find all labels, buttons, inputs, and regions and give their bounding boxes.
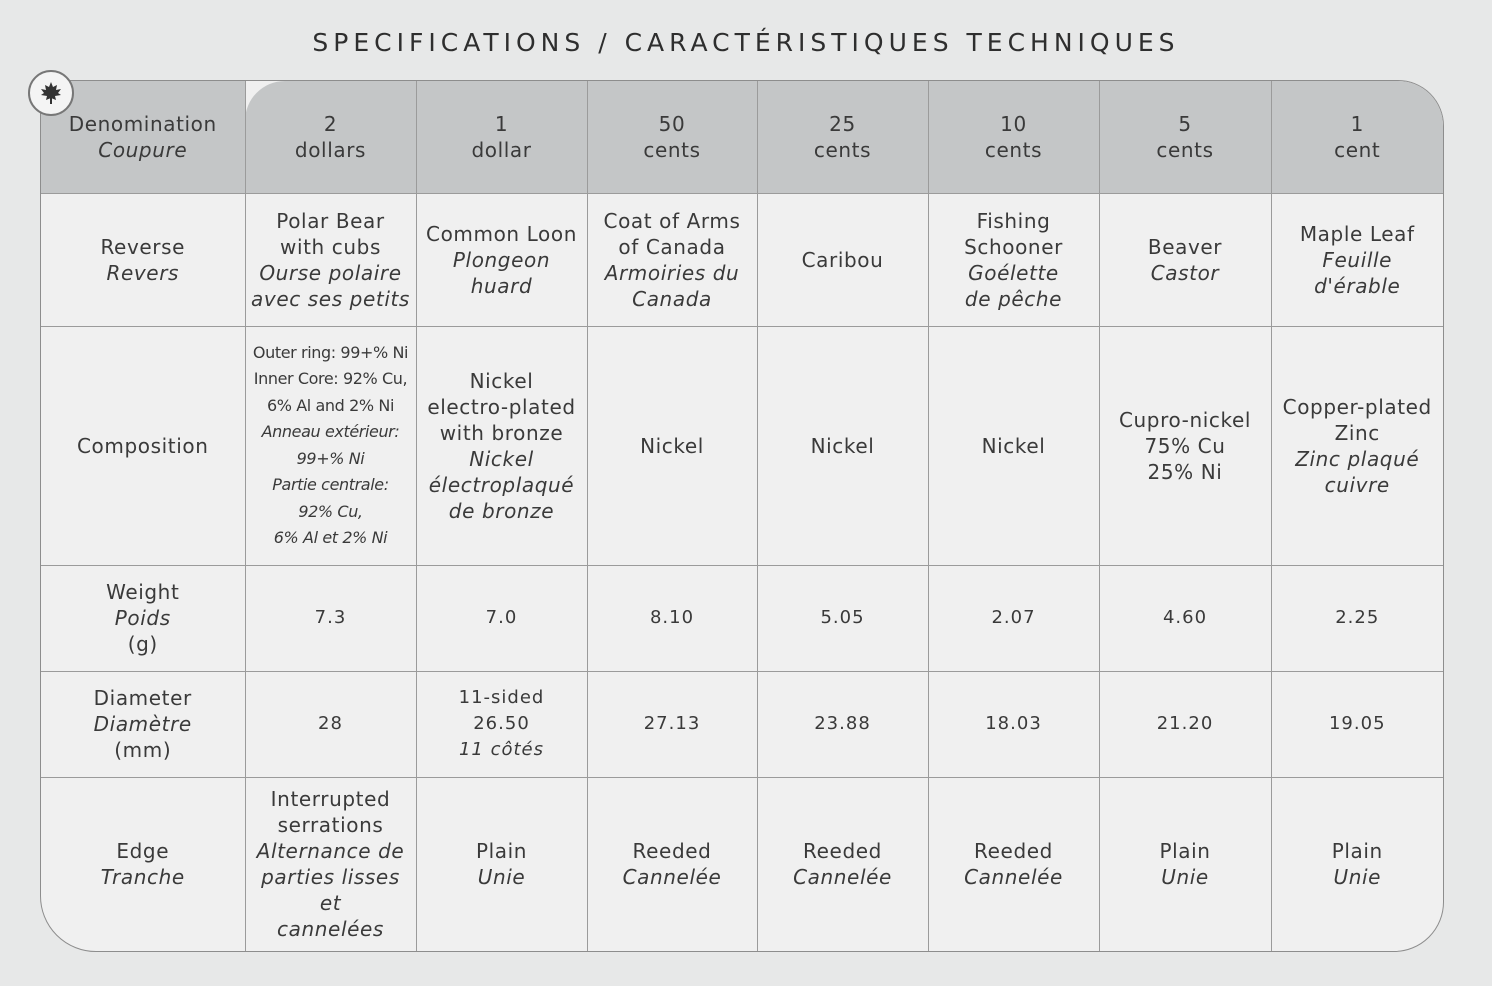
edge-cell: Plain Unie xyxy=(1271,777,1443,951)
composition-cell: Nickel xyxy=(587,326,757,565)
label-diameter: Diameter Diamètre (mm) xyxy=(41,671,245,777)
weight-cell: 5.05 xyxy=(757,565,928,671)
coin-50-cents-header: 50 cents xyxy=(587,81,757,193)
composition-cell: Outer ring: 99+% Ni Inner Core: 92% Cu, 6% Al and 2% Ni Anneau extérieur: 99+% Ni Partie centrale: 92% Cu, 6% Al et 2% Ni xyxy=(245,326,416,565)
coin-2-dollars-header: 2 dollars xyxy=(245,81,416,193)
row-edge xyxy=(41,777,1443,951)
label-reverse: Reverse Revers xyxy=(41,193,245,326)
weight-cell: 4.60 xyxy=(1099,565,1271,671)
label-edge: Edge Tranche xyxy=(41,777,245,951)
reverse-cell: Beaver Castor xyxy=(1099,193,1271,326)
coin-5-cents-header: 5 cents xyxy=(1099,81,1271,193)
row-diameter xyxy=(41,671,1443,777)
reverse-cell: Coat of Arms of Canada Armoiries du Canada xyxy=(587,193,757,326)
diameter-cell: 28 xyxy=(245,671,416,777)
composition-cell: Nickel electro-plated with bronze Nickel électroplaqué de bronze xyxy=(416,326,587,565)
row-reverse xyxy=(41,193,1443,326)
reverse-cell: Polar Bear with cubs Ourse polaire avec ses petits xyxy=(245,193,416,326)
weight-cell: 8.10 xyxy=(587,565,757,671)
composition-cell: Nickel xyxy=(928,326,1099,565)
coin-10-cents-header: 10 cents xyxy=(928,81,1099,193)
edge-cell: Interrupted serrations Alternance de parties lisses et cannelées xyxy=(245,777,416,951)
composition-cell: Nickel xyxy=(757,326,928,565)
row-denomination xyxy=(41,81,1443,193)
weight-cell: 2.25 xyxy=(1271,565,1443,671)
coin-25-cents-header: 25 cents xyxy=(757,81,928,193)
diameter-cell: 21.20 xyxy=(1099,671,1271,777)
maple-leaf-icon xyxy=(28,70,74,116)
edge-cell: Reeded Cannelée xyxy=(587,777,757,951)
label-composition: Composition xyxy=(41,326,245,565)
diameter-cell: 27.13 xyxy=(587,671,757,777)
weight-cell: 2.07 xyxy=(928,565,1099,671)
coin-1-dollar-header: 1 dollar xyxy=(416,81,587,193)
row-composition xyxy=(41,326,1443,565)
weight-cell: 7.0 xyxy=(416,565,587,671)
specifications-table xyxy=(40,80,1444,952)
coin-1-cent-header: 1 cent xyxy=(1271,81,1443,193)
edge-cell: Plain Unie xyxy=(416,777,587,951)
label-denomination: Denomination Coupure xyxy=(41,81,245,193)
composition-cell: Copper-plated Zinc Zinc plaqué cuivre xyxy=(1271,326,1443,565)
edge-cell: Reeded Cannelée xyxy=(757,777,928,951)
label-weight: Weight Poids (g) xyxy=(41,565,245,671)
diameter-cell: 18.03 xyxy=(928,671,1099,777)
diameter-cell: 11-sided 26.50 11 côtés xyxy=(416,671,587,777)
weight-cell: 7.3 xyxy=(245,565,416,671)
reverse-cell: Common Loon Plongeon huard xyxy=(416,193,587,326)
edge-cell: Reeded Cannelée xyxy=(928,777,1099,951)
row-weight xyxy=(41,565,1443,671)
reverse-cell: Caribou xyxy=(757,193,928,326)
diameter-cell: 23.88 xyxy=(757,671,928,777)
page-title: SPECIFICATIONS / CARACTÉRISTIQUES TECHNIQUES xyxy=(312,28,1180,57)
edge-cell: Plain Unie xyxy=(1099,777,1271,951)
diameter-cell: 19.05 xyxy=(1271,671,1443,777)
composition-cell: Cupro-nickel 75% Cu 25% Ni xyxy=(1099,326,1271,565)
reverse-cell: Maple Leaf Feuille d'érable xyxy=(1271,193,1443,326)
reverse-cell: Fishing Schooner Goélette de pêche xyxy=(928,193,1099,326)
